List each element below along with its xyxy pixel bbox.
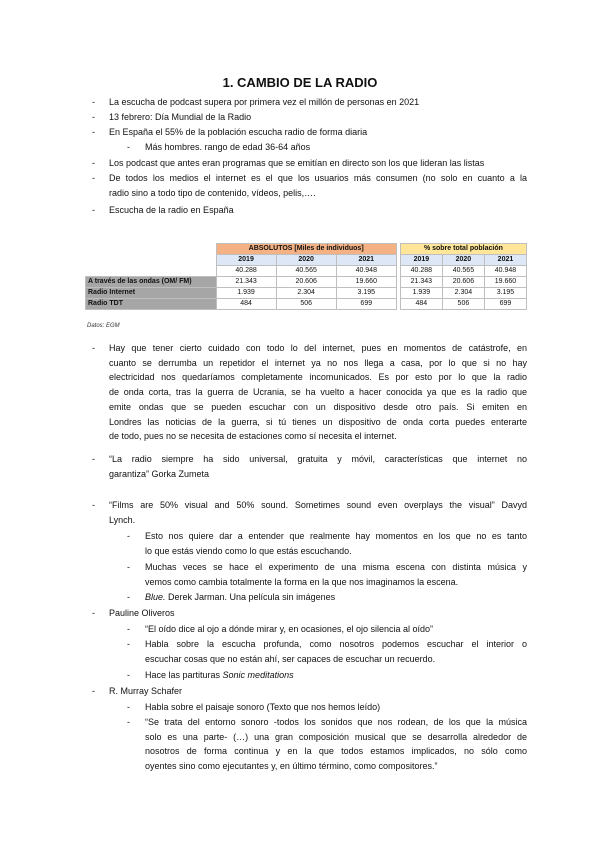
table-cell: 40.565 (276, 266, 336, 277)
table-cell: 484 (216, 299, 276, 310)
table-row (86, 299, 527, 310)
bullet-dash: - (92, 127, 95, 137)
paragraph-internet-caution: Hay que tener cierto cuidado con todo lo del internet, pues en momentos de catástrofe, en cuanto se derrumba un repetidor el internet ya no nos llega a casa, por lo que si no hay electricidad nos quedaríamos completamente incomunicados. Es por esto por lo que la radio de onda corta, tras la guerra de Ucrania, se ha vuelto a hacer conocida ya que es la radio que emite ondas que se pueden escuchar con un dispositivo desde otro país. Si emiten en Londres las noticias de la guerra, si tú tienes un dispositivo de onda corta puedes enterarte de todo, pues no se necesita de estaciones como sí necesita el internet. (109, 343, 527, 442)
table-row (86, 266, 527, 277)
bullet-podcast-lists: Los podcast que antes eran programas que se emitían en directo son los que lideran las listas (109, 158, 485, 168)
table-group-percent: % sobre total población (400, 244, 526, 255)
bullet-dash: - (127, 142, 130, 152)
table-cell: 40.565 (442, 266, 484, 277)
table-row-label: Radio TDT (86, 299, 217, 310)
table-year: 2019 (216, 255, 276, 266)
bullet-dash: - (92, 205, 95, 215)
bullet-radio-day: 13 febrero: Día Mundial de la Radio (109, 112, 252, 122)
bullet-dash: - (92, 112, 95, 122)
table-cell: 21.343 (400, 277, 442, 288)
table-cell: 3.195 (336, 288, 396, 299)
table-cell: 3.195 (484, 288, 526, 299)
bullet-dash: - (127, 670, 130, 680)
sub-bullet-pauline-quote: “El oído dice al ojo a dónde mirar y, en ocasiones, el ojo silencia al oído” (145, 624, 433, 634)
bullet-dash: - (127, 639, 130, 649)
table-year: 2019 (400, 255, 442, 266)
bullet-spain-55: En España el 55% de la población escucha radio de forma diaria (109, 127, 368, 137)
table-year: 2021 (484, 255, 526, 266)
table-cell: 2.304 (442, 288, 484, 299)
table-cell: 40.948 (484, 266, 526, 277)
bullet-murray-schafer: R. Murray Schafer (109, 686, 183, 696)
table-cell: 506 (276, 299, 336, 310)
table-cell: 699 (336, 299, 396, 310)
bullet-dash: - (92, 97, 95, 107)
page-title: 1. CAMBIO DE LA RADIO (222, 75, 378, 90)
table-row (86, 288, 527, 299)
table-cell: 40.948 (336, 266, 396, 277)
sub-bullet-sonic-meditations: Hace las partituras Sonic meditations (145, 670, 294, 680)
bullet-dash: - (92, 343, 95, 353)
table-cell: 484 (400, 299, 442, 310)
bullet-pauline-oliveros: Pauline Oliveros (109, 608, 175, 618)
quote-david-lynch: “Films are 50% visual and 50% sound. Sometimes sound even overplays the visual” Davyd Lynch. (109, 500, 527, 525)
bullet-podcast-record: La escucha de podcast supera por primera vez el millón de personas en 2021 (109, 97, 420, 107)
table-cell: 1.939 (216, 288, 276, 299)
bullet-internet-media: De todos los medios el internet es el que los usuarios más consumen (no solo en cuanto a la radio sino a todo tipo de contenido, vídeos, pelis,…. (109, 173, 527, 198)
table-cell: 506 (442, 299, 484, 310)
bullet-dash: - (127, 592, 130, 602)
table-year: 2020 (442, 255, 484, 266)
table-cell: 21.343 (216, 277, 276, 288)
sub-bullet-films-meaning: Esto nos quiere dar a entender que realmente hay momentos en los que no es tanto lo que estás viendo como lo que estás escuchando. (145, 531, 527, 556)
table-cell: 2.304 (276, 288, 336, 299)
sub-bullet-schafer-quote: “Se trata del entorno sonoro -todos los sonidos que nos rodean, de los que la música solo es una parte- (…) una gran composición musical que se desarrolla alrededor de nosotros de forma continua y en la que todos estamos implicados, no sólo como oyentes sino como ejecutantes y, en último término, como compositores.” (145, 717, 527, 772)
sub-bullet-blue-film: Blue. Derek Jarman. Una película sin imágenes (145, 592, 336, 602)
table-group-absolute: ABSOLUTOS [Miles de individuos] (216, 244, 396, 255)
bullet-dash: - (127, 702, 130, 712)
bullet-dash: - (92, 158, 95, 168)
quote-gorka-zumeta: “La radio siempre ha sido universal, gratuita y móvil, características que internet no garantiza” Gorka Zumeta (109, 454, 527, 479)
table-year: 2021 (336, 255, 396, 266)
bullet-dash: - (127, 624, 130, 634)
bullet-radio-spain: Escucha de la radio en España (109, 205, 234, 215)
table-row (86, 277, 527, 288)
table-source: Datos: EGM (87, 323, 120, 329)
sub-bullet-deep-listening: Habla sobre la escucha profunda, como nosotros podemos escuchar el interior o escuchar cosas que no están ahí, ser capaces de escuchar un recuerdo. (145, 639, 527, 664)
table-cell: 1.939 (400, 288, 442, 299)
sub-bullet-films-experiment: Muchas veces se hace el experimento de una misma escena con distinta música y vemos como cambia totalmente la forma en la que nos imaginamos la escena. (145, 562, 527, 587)
bullet-dash: - (92, 500, 95, 510)
table-row-label: Radio Internet (86, 288, 217, 299)
table-cell: 20.606 (276, 277, 336, 288)
table-cell: 19.660 (336, 277, 396, 288)
bullet-dash: - (127, 531, 130, 541)
sub-bullet-demographics: Más hombres. rango de edad 36-64 años (145, 142, 311, 152)
bullet-dash: - (92, 686, 95, 696)
table-cell: 40.288 (216, 266, 276, 277)
table-cell: 20.606 (442, 277, 484, 288)
bullet-dash: - (127, 717, 130, 727)
bullet-dash: - (92, 454, 95, 464)
table-year: 2020 (276, 255, 336, 266)
table-cell: 19.660 (484, 277, 526, 288)
sub-bullet-soundscape: Habla sobre el paisaje sonoro (Texto que nos hemos leído) (145, 702, 381, 712)
bullet-dash: - (92, 173, 95, 183)
bullet-dash: - (127, 562, 130, 572)
bullet-dash: - (92, 608, 95, 618)
table-cell: 40.288 (400, 266, 442, 277)
table-row-label: A través de las ondas (OM/ FM) (86, 277, 217, 288)
table-cell: 699 (484, 299, 526, 310)
radio-audience-table (85, 243, 527, 310)
